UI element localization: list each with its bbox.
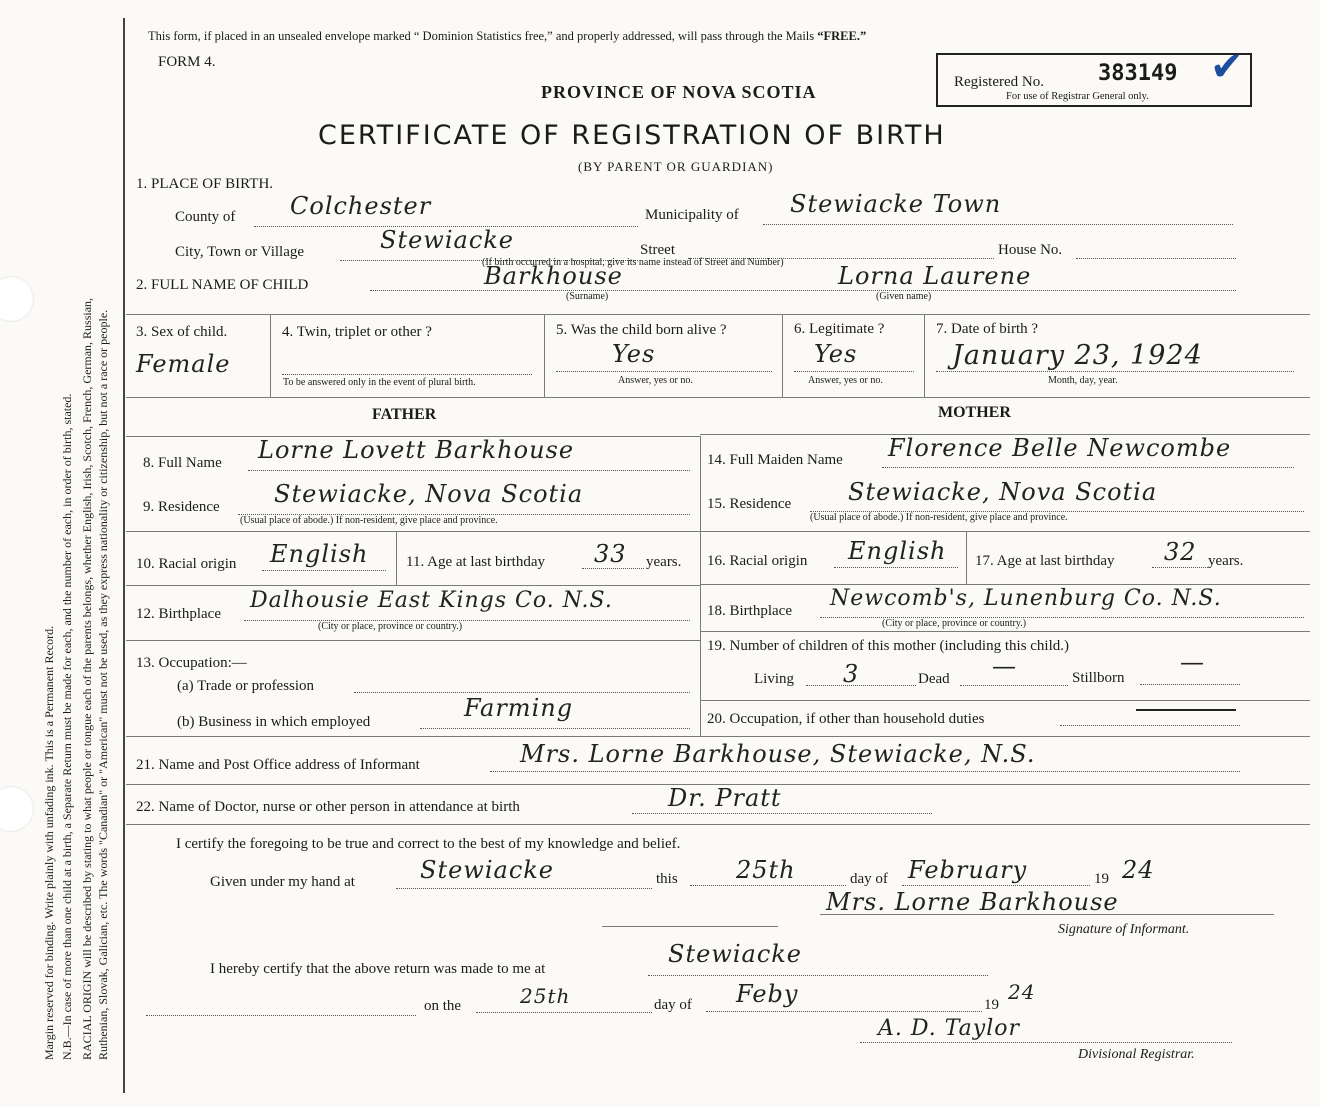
rule-v3	[782, 314, 783, 397]
father-heading: FATHER	[372, 406, 437, 423]
alive-line	[556, 371, 772, 372]
father-age-line	[582, 568, 644, 569]
field-22-label: 22. Name of Doctor, nurse or other person in attendance at birth	[136, 799, 520, 815]
father-res-value: Stewiacke, Nova Scotia	[274, 480, 584, 508]
field-9-label: 9. Residence	[143, 499, 220, 515]
registrar-caption: Divisional Registrar.	[1078, 1047, 1195, 1062]
rule-v-11	[396, 531, 397, 585]
dead-label: Dead	[918, 671, 950, 687]
father-race-value: English	[270, 540, 369, 568]
postal-note	[148, 29, 866, 44]
father-place-note: (City or place, province or country.)	[318, 621, 463, 632]
given-hand-label: Given under my hand at	[210, 874, 355, 890]
reg-day-value: 25th	[520, 984, 571, 1008]
rule-row-10	[126, 531, 700, 532]
registrar-place-line	[648, 975, 988, 976]
name-line	[370, 290, 1236, 291]
this-label: this	[656, 871, 678, 887]
rule-v-17	[966, 531, 967, 584]
father-race-line	[262, 570, 386, 571]
check-mark-icon: ✔	[1210, 44, 1244, 90]
rule-row-cert	[126, 824, 1310, 825]
reg-year-value: 24	[1008, 980, 1036, 1004]
reg-day-of-label: day of	[654, 997, 692, 1013]
living-line	[806, 685, 916, 686]
doctor-value: Dr. Pratt	[668, 784, 782, 812]
hospital-note: (If birth occurred in a hospital, give its name instead of Street and Number)	[482, 257, 784, 268]
rule-v1	[270, 314, 271, 397]
legit-value: Yes	[814, 340, 858, 368]
margin-note-2: N.B.—In case of more than one child at a birth, a Separate Return must be made for each, and the number of each, in order of birth, stated.	[60, 393, 74, 1060]
rule-row-13	[126, 640, 700, 641]
rule-row-12	[126, 585, 700, 586]
signature-left-line	[602, 926, 778, 927]
field-15-label: 15. Residence	[707, 496, 792, 512]
county-label: County of	[175, 209, 236, 225]
page-title: CERTIFICATE OF REGISTRATION OF BIRTH	[318, 120, 946, 151]
field-10-label: 10. Racial origin	[136, 556, 237, 572]
trade-line	[354, 692, 690, 693]
city-value: Stewiacke	[380, 226, 515, 254]
mother-age-value: 32	[1164, 538, 1197, 566]
given-place-value: Stewiacke	[420, 856, 555, 884]
binding-hole-icon	[0, 786, 34, 832]
street-label: Street	[640, 242, 675, 258]
margin-rule	[123, 18, 125, 1093]
father-years-label: years.	[646, 554, 682, 570]
surname-caption: (Surname)	[566, 291, 609, 302]
county-value: Colchester	[290, 192, 432, 220]
mother-res-value: Stewiacke, Nova Scotia	[848, 478, 1158, 506]
given-name-caption: (Given name)	[876, 291, 932, 302]
given-day-line	[690, 885, 846, 886]
reg-year-prefix: 19	[984, 997, 999, 1013]
dob-value: January 23, 1924	[952, 340, 1203, 371]
informant-line	[490, 771, 1240, 772]
legit-line	[794, 371, 914, 372]
father-birth-value: Dalhousie East Kings Co. N.S.	[250, 588, 613, 613]
field-1-label: 1. PLACE OF BIRTH.	[136, 176, 274, 192]
dob-line	[936, 371, 1294, 372]
field-13-label: 13. Occupation:—	[136, 655, 247, 671]
given-day-of-label: day of	[850, 871, 888, 887]
field-7-label: 7. Date of birth ?	[936, 321, 1039, 337]
dob-caption: Month, day, year.	[1048, 375, 1118, 386]
municipality-label: Municipality of	[645, 207, 739, 223]
on-the-label: on the	[424, 998, 462, 1014]
living-value: 3	[843, 660, 860, 688]
field-20-label: 20. Occupation, if other than household duties	[707, 711, 985, 727]
reg-month-value: Feby	[736, 980, 799, 1008]
field-12-label: 12. Birthplace	[136, 606, 221, 622]
mother-race-value: English	[848, 537, 947, 565]
father-birth-line	[244, 620, 690, 621]
mother-abode-note: (Usual place of abode.) If non-resident, give place and province.	[810, 512, 1068, 523]
legit-caption: Answer, yes or no.	[808, 375, 883, 386]
informant-value: Mrs. Lorne Barkhouse, Stewiacke, N.S.	[520, 740, 1036, 768]
page-subtitle: (BY PARENT OR GUARDIAN)	[578, 159, 774, 174]
given-name-value: Lorna Laurene	[838, 262, 1032, 290]
house-line	[1076, 258, 1236, 259]
certify-statement: I certify the foregoing to be true and correct to the best of my knowledge and belief.	[176, 836, 681, 852]
mother-birth-value: Newcomb's, Lunenburg Co. N.S.	[830, 586, 1222, 611]
father-age-value: 33	[594, 540, 627, 568]
occupation-line	[1060, 725, 1240, 726]
alive-value: Yes	[612, 340, 656, 368]
field-18-label: 18. Birthplace	[707, 603, 792, 619]
twin-note: To be answered only in the event of plural birth.	[283, 377, 476, 388]
rule-center	[700, 436, 701, 736]
field-11-label: 11. Age at last birthday	[406, 554, 545, 570]
rule-parents	[126, 397, 1310, 398]
field-13a-label: (a) Trade or profession	[177, 678, 315, 694]
dead-line	[960, 685, 1068, 686]
field-19-label: 19. Number of children of this mother (including this child.)	[707, 638, 1070, 654]
given-month-value: February	[908, 856, 1028, 884]
registrar-place-value: Stewiacke	[668, 940, 803, 968]
margin-note-4: Ruthenian, Slovak, Galician, etc. The words "Canadian" or "American" must not be used, as they express nationality or citizenship, but not a race or people.	[96, 309, 110, 1060]
reg-day-line	[476, 1012, 652, 1013]
municipality-value: Stewiacke Town	[790, 190, 1002, 218]
signature-informant-caption: Signature of Informant.	[1058, 922, 1190, 937]
registered-label: Registered No.	[954, 74, 1044, 90]
field-3-label: 3. Sex of child.	[136, 324, 228, 340]
registered-number: 383149	[1098, 61, 1178, 86]
left-blank-line	[146, 1015, 416, 1016]
business-line	[420, 728, 690, 729]
given-year-value: 24	[1122, 856, 1155, 884]
field-17-label: 17. Age at last birthday	[975, 553, 1115, 569]
field-21-label: 21. Name and Post Office address of Informant	[136, 757, 420, 773]
twin-line	[282, 374, 532, 375]
city-label: City, Town or Village	[175, 244, 305, 260]
mother-place-note: (City or place, province or country.)	[882, 618, 1027, 629]
given-place-line	[396, 888, 652, 889]
registrar-signature: A. D. Taylor	[878, 1016, 1021, 1041]
rule-row-21	[126, 736, 1310, 737]
father-abode-note: (Usual place of abode.) If non-resident, give place and province.	[240, 515, 498, 526]
father-name-line	[248, 470, 690, 471]
field-2-label: 2. FULL NAME OF CHILD	[136, 277, 309, 293]
form-number: FORM 4.	[158, 54, 216, 70]
rule-v4	[924, 314, 925, 397]
rule-row-20	[700, 700, 1310, 701]
rule-v2	[544, 314, 545, 397]
field-8-label: 8. Full Name	[143, 455, 222, 471]
stillborn-line	[1140, 684, 1240, 685]
living-label: Living	[754, 671, 794, 687]
registration-box	[936, 53, 1252, 107]
margin-note-1: Margin reserved for binding. Write plainly with unfading ink. This is a Permanent Record.	[42, 625, 56, 1060]
stillborn-label: Stillborn	[1072, 670, 1125, 686]
registrar-cert-label: I hereby certify that the above return was made to me at	[210, 961, 546, 977]
sex-value: Female	[136, 350, 231, 378]
surname-value: Barkhouse	[484, 262, 623, 290]
field-13b-label: (b) Business in which employed	[177, 714, 371, 730]
reg-month-line	[706, 1011, 982, 1012]
informant-signature: Mrs. Lorne Barkhouse	[826, 888, 1119, 916]
given-day-value: 25th	[736, 856, 796, 884]
mother-race-line	[834, 567, 958, 568]
postal-note-free: “FREE.”	[817, 29, 867, 43]
given-year-prefix: 19	[1094, 871, 1109, 887]
house-label: House No.	[998, 242, 1063, 258]
binding-hole-icon	[0, 276, 34, 322]
field-6-label: 6. Legitimate ?	[794, 321, 885, 337]
mother-name-value: Florence Belle Newcombe	[888, 434, 1232, 462]
doctor-line	[632, 813, 932, 814]
field-4-label: 4. Twin, triplet or other ?	[282, 324, 432, 340]
mother-age-line	[1152, 567, 1208, 568]
mother-heading: MOTHER	[938, 404, 1011, 421]
province-heading: PROVINCE OF NOVA SCOTIA	[541, 82, 817, 102]
registrar-sig-line	[860, 1042, 1232, 1043]
business-value: Farming	[464, 694, 574, 722]
municipality-line	[763, 224, 1233, 225]
mother-years-label: years.	[1208, 553, 1244, 569]
field-14-label: 14. Full Maiden Name	[707, 452, 843, 468]
postal-note-text: This form, if placed in an unsealed envelope marked “ Dominion Statistics free,” and properly addressed, will pass through the Mails	[148, 29, 818, 43]
field-5-label: 5. Was the child born alive ?	[556, 322, 727, 338]
registrar-general-note: For use of Registrar General only.	[1006, 91, 1149, 102]
margin-note-3: RACIAL ORIGIN will be described by stating to what people or tongue each of the parents belongs, whether English, Irish, Scotch, French, German, Russian,	[80, 297, 94, 1060]
alive-caption: Answer, yes or no.	[618, 375, 693, 386]
occupation-dash	[1136, 709, 1236, 711]
father-name-value: Lorne Lovett Barkhouse	[258, 436, 575, 464]
rule-top-grid	[126, 314, 1310, 315]
rule-row-16	[700, 531, 1310, 532]
dead-value: —	[992, 652, 1017, 680]
rule-row-18	[700, 584, 1310, 585]
rule-row-19	[700, 631, 1310, 632]
field-16-label: 16. Racial origin	[707, 553, 808, 569]
stillborn-value: —	[1180, 648, 1205, 676]
given-month-line	[902, 885, 1090, 886]
mother-name-line	[882, 467, 1294, 468]
